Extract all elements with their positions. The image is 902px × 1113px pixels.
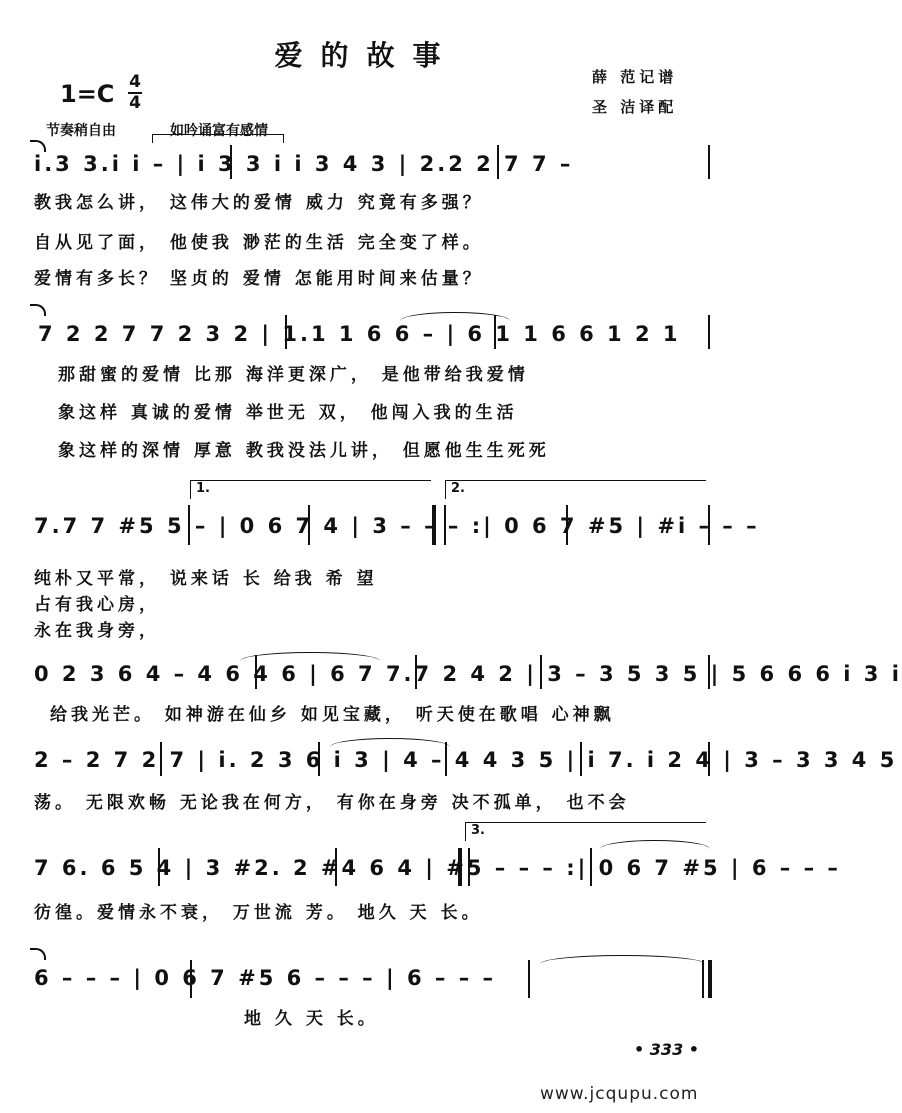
barline bbox=[702, 960, 704, 998]
notation-line: 7.7 7 #5 5 – | 0 6 7 4 | 3 – – – :| 0 6 7 #5 | #i – – – bbox=[34, 514, 760, 538]
lyric-line: 给我光芒。 如神游在仙乡 如见宝藏， 听天使在歌唱 心神飘 bbox=[50, 705, 615, 725]
notation-line: 2 – 2 7 2 7 | i. 2 3 6 i 3 | 4 – 4 4 3 5 | i 7. i 2 4 | 3 – 3 3 4 5 bbox=[34, 748, 898, 772]
barline bbox=[708, 315, 710, 349]
lyric-line: 占有我心房， bbox=[34, 595, 160, 615]
tie-mark bbox=[30, 948, 46, 960]
lyric-line: 自从见了面， 他使我 渺茫的生活 完全变了样。 bbox=[34, 233, 484, 253]
tempo-marking: 节奏稍自由 bbox=[46, 123, 116, 139]
song-title: 爱的故事 bbox=[274, 39, 459, 72]
tie-mark bbox=[30, 140, 46, 152]
lyric-line: 纯朴又平常， 说来话 长 给我 希 望 bbox=[34, 569, 378, 589]
tie-mark bbox=[30, 304, 46, 316]
barline bbox=[708, 145, 710, 179]
notation-line: 6 – – – | 0 6 7 #5 6 – – – | 6 – – – bbox=[34, 966, 497, 990]
lyric-line: 那甜蜜的爱情 比那 海洋更深广， 是他带给我爱情 bbox=[58, 365, 529, 385]
notation-line: 7 2 2 7 7 2 3 2 | 1.1 1 6 6 – | 6 1 1 6 6 1 2 1 bbox=[38, 322, 681, 346]
website-watermark: www.jcqupu.com bbox=[540, 1084, 699, 1104]
notation-line: 0 2 3 6 4 – 4 6 4 6 | 6 7 7.7 2 4 2 | 3 – 3 5 3 5 | 5 6 6 6 i 3 i bbox=[34, 662, 902, 686]
notation-line: 7 6. 6 5 4 | 3 #2. 2 #4 6 4 | #5 – – – :| 0 6 7 #5 | 6 – – – bbox=[34, 856, 841, 880]
time-signature-bottom: 4 bbox=[129, 93, 141, 113]
lyric-line: 荡。 无限欢畅 无论我在何方， 有你在身旁 决不孤单， 也不会 bbox=[34, 793, 630, 813]
slur-mark bbox=[540, 955, 705, 964]
lyric-line: 永在我身旁， bbox=[34, 621, 160, 641]
lyric-line: 象这样 真诚的爱情 举世无 双， 他闯入我的生活 bbox=[58, 403, 518, 423]
barline bbox=[528, 960, 530, 998]
slur-mark bbox=[330, 738, 450, 747]
translator-credit: 圣 洁译配 bbox=[592, 98, 678, 116]
notation-line: i.3 3.i i – | i 3 3 i i 3 4 3 | 2.2 2 7 7 – bbox=[34, 152, 574, 176]
volta-bracket-3: 3. bbox=[465, 822, 706, 841]
expression-marking: 如吟诵富有感情 bbox=[170, 123, 268, 139]
lyric-line: 爱情有多长？ 坚贞的 爱情 怎能用时间来估量？ bbox=[34, 269, 484, 289]
lyric-line: 教我怎么讲， 这伟大的爱情 威力 究竟有多强？ bbox=[34, 193, 484, 213]
lyric-line: 彷徨。爱情永不衰， 万世流 芳。 地久 天 长。 bbox=[34, 903, 483, 923]
slur-mark bbox=[600, 840, 710, 849]
transcriber-credit: 薛 范记谱 bbox=[592, 68, 678, 86]
volta-bracket-1: 1. bbox=[190, 480, 431, 499]
time-signature-top: 4 bbox=[129, 72, 141, 92]
key-signature: 1=C bbox=[60, 80, 115, 108]
slur-mark bbox=[240, 652, 380, 661]
lyric-line: 地 久 天 长。 bbox=[244, 1009, 379, 1029]
page-number: • 333 • bbox=[634, 1040, 699, 1059]
time-signature bbox=[128, 74, 142, 112]
final-barline bbox=[708, 960, 712, 998]
volta-bracket-2: 2. bbox=[445, 480, 706, 499]
lyric-line: 象这样的深情 厚意 教我没法儿讲， 但愿他生生死死 bbox=[58, 441, 550, 461]
